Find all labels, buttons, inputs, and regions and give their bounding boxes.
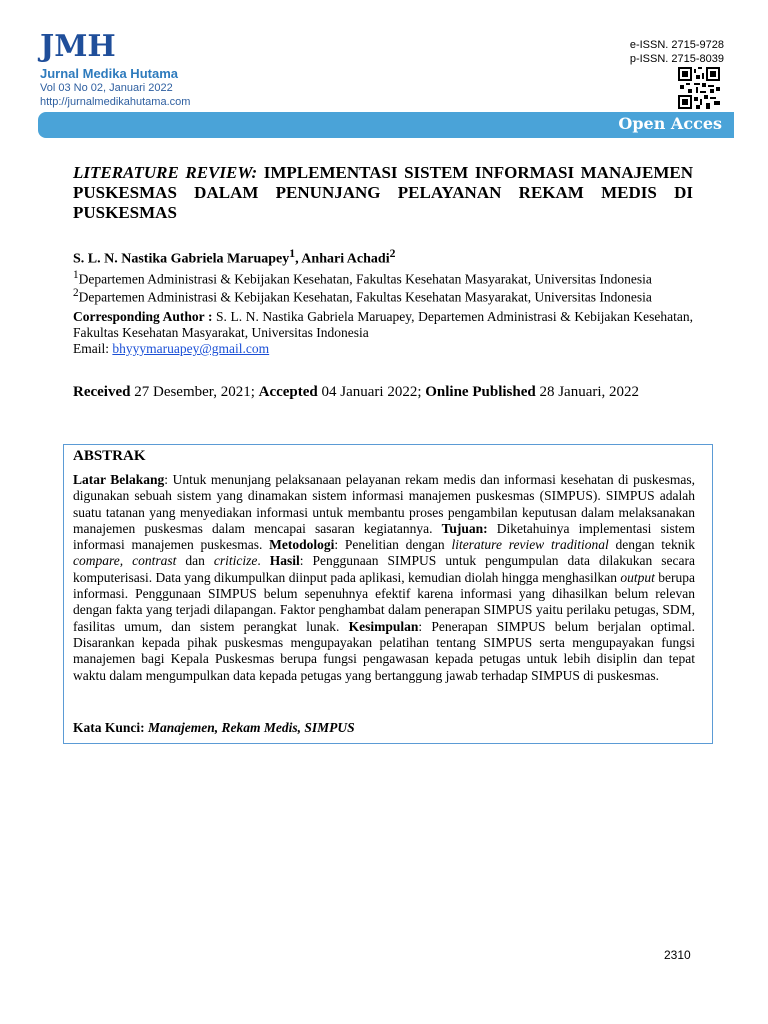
published-date: 28 Januari, 2022 bbox=[535, 384, 640, 400]
objective-text: Diketahuinya implementasi sistem informasi manajemen puskesmas. bbox=[73, 520, 695, 553]
results-text-1: : Penggunaan SIMPUS untuk pengumpulan data dilakukan secara komputerisasi. Data yang dikumpulkan diinput pada aplikasi, kemudian diolah hingga menghasilkan bbox=[73, 553, 696, 585]
title-main-part: IMPLEMENTASI SISTEM INFORMASI MANAJEMEN PUSKESMAS DALAM PENUNJANG PELAYANAN REKAM MEDIS DI PUSKESMAS bbox=[73, 163, 693, 222]
affiliation-1 bbox=[73, 268, 652, 287]
objective-label: Tujuan: bbox=[441, 520, 488, 536]
background-label: Latar Belakang bbox=[73, 472, 165, 487]
author-separator: , bbox=[295, 251, 302, 267]
e-issn: e-ISSN. 2715-9728 bbox=[629, 39, 724, 51]
conclusion-label: Kesimpulan bbox=[348, 618, 419, 634]
method-label: Metodologi bbox=[269, 537, 335, 553]
method-italic-1: literature review traditional bbox=[451, 537, 609, 553]
corresponding-label: Corresponding Author : bbox=[73, 309, 213, 324]
publication-dates bbox=[73, 384, 639, 401]
open-access-label: Open Acces bbox=[618, 114, 722, 133]
method-italic-2: compare, contrast bbox=[73, 553, 177, 569]
method-italic-3: criticize bbox=[213, 553, 258, 569]
qr-code-icon bbox=[678, 67, 720, 109]
author-1-sup: 1 bbox=[289, 247, 296, 260]
author-2-sup: 2 bbox=[389, 247, 396, 260]
page-number: 2310 bbox=[664, 948, 691, 962]
affiliation-2 bbox=[73, 286, 652, 305]
article-title bbox=[73, 163, 693, 223]
background-text: : Untuk menunjang pelaksanaan pelayanan rekam medis dan informasi kesehatan di puskesmas, digunakan sebuah sistem yang dinamakan sistem informasi manajemen puskesmas (SIMPUS). SIMPUS adalah suatu tatanan yang menyediakan informasi untuk membantu proses pengambilan keputusan dalam melaksanakan manajemen puskesmas dalam mencapai sasaran kegiatannya. bbox=[73, 472, 695, 536]
affiliation-1-sup: 1 bbox=[73, 268, 79, 281]
corresponding-author bbox=[73, 309, 693, 357]
email-label: Email: bbox=[73, 341, 113, 356]
title-italic-part: LITERATURE REVIEW: bbox=[73, 163, 258, 182]
author-block bbox=[73, 246, 652, 305]
received-label: Received bbox=[73, 384, 131, 400]
method-text-2: dengan teknik bbox=[608, 537, 695, 553]
journal-url[interactable]: http://jurnalmedikahutama.com bbox=[40, 96, 191, 108]
method-text-1: : Penelitian dengan bbox=[334, 537, 452, 553]
published-label: Online Published bbox=[425, 384, 536, 400]
author-names bbox=[73, 246, 652, 268]
results-italic: output bbox=[620, 569, 655, 585]
abstract-heading: ABSTRAK bbox=[73, 448, 146, 464]
affiliation-2-sup: 2 bbox=[73, 287, 79, 300]
author-2: Anhari Achadi bbox=[301, 251, 390, 267]
conclusion-text: : Penerapan SIMPUS belum berjalan optimal. Disarankan kepada pihak puskesmas mengupayakan pelatihan tentang SIMPUS serta mengupayakan fungsi manajemen bagi Kepala Puskesmas berupa fungsi pengawasan kepada petugas untuk lebih disiplin dan tepat waktu dalam mengumpulkan data kepada petugas yang bertanggung jawab terhadap SIMPUS di puskesmas. bbox=[73, 618, 695, 683]
author-1: S. L. N. Nastika Gabriela Maruapey bbox=[73, 251, 290, 267]
journal-name: Jurnal Medika Hutama bbox=[40, 66, 178, 81]
p-issn: p-ISSN. 2715-8039 bbox=[629, 53, 724, 65]
results-text-2: berupa informasi. Penggunaan SIMPUS belum sepenuhnya efektif karena informasi yang dihasilkan belum relevan dengan fakta yang terjadi dilapangan. Faktor penghambat dalam penerapan SIMPUS yaitu perilaku petugas, SDM, fasilitas umum, dan sistem perangkat lunak. bbox=[73, 569, 695, 634]
open-access-banner bbox=[38, 112, 734, 138]
method-text-3: dan bbox=[176, 553, 214, 569]
journal-volume: Vol 03 No 02, Januari 2022 bbox=[40, 82, 173, 94]
issn-block bbox=[630, 38, 724, 66]
affiliation-1-text: Departemen Administrasi & Kebijakan Kesehatan, Fakultas Kesehatan Masyarakat, Universitas Indonesia bbox=[78, 271, 652, 287]
received-date: 27 Desember, 2021; bbox=[130, 384, 259, 400]
email-link[interactable]: bhyyymaruapey@gmail.com bbox=[112, 341, 270, 356]
accepted-date: 04 Januari 2022; bbox=[317, 384, 426, 400]
keywords-list: Manajemen, Rekam Medis, SIMPUS bbox=[148, 720, 355, 735]
journal-logo: JMH bbox=[40, 29, 116, 64]
method-text-4: . bbox=[257, 553, 270, 569]
affiliation-2-text: Departemen Administrasi & Kebijakan Kesehatan, Fakultas Kesehatan Masyarakat, Universitas Indonesia bbox=[78, 289, 652, 305]
keywords-line bbox=[73, 720, 355, 736]
abstract-body bbox=[73, 472, 695, 684]
accepted-label: Accepted bbox=[258, 384, 318, 400]
results-label: Hasil bbox=[269, 553, 300, 569]
keywords-label: Kata Kunci: bbox=[73, 720, 149, 735]
corresponding-text: S. L. N. Nastika Gabriela Maruapey, Departemen Administrasi & Kebijakan Kesehatan, Fakultas Kesehatan Masyarakat, Universitas Indonesia bbox=[73, 309, 694, 340]
